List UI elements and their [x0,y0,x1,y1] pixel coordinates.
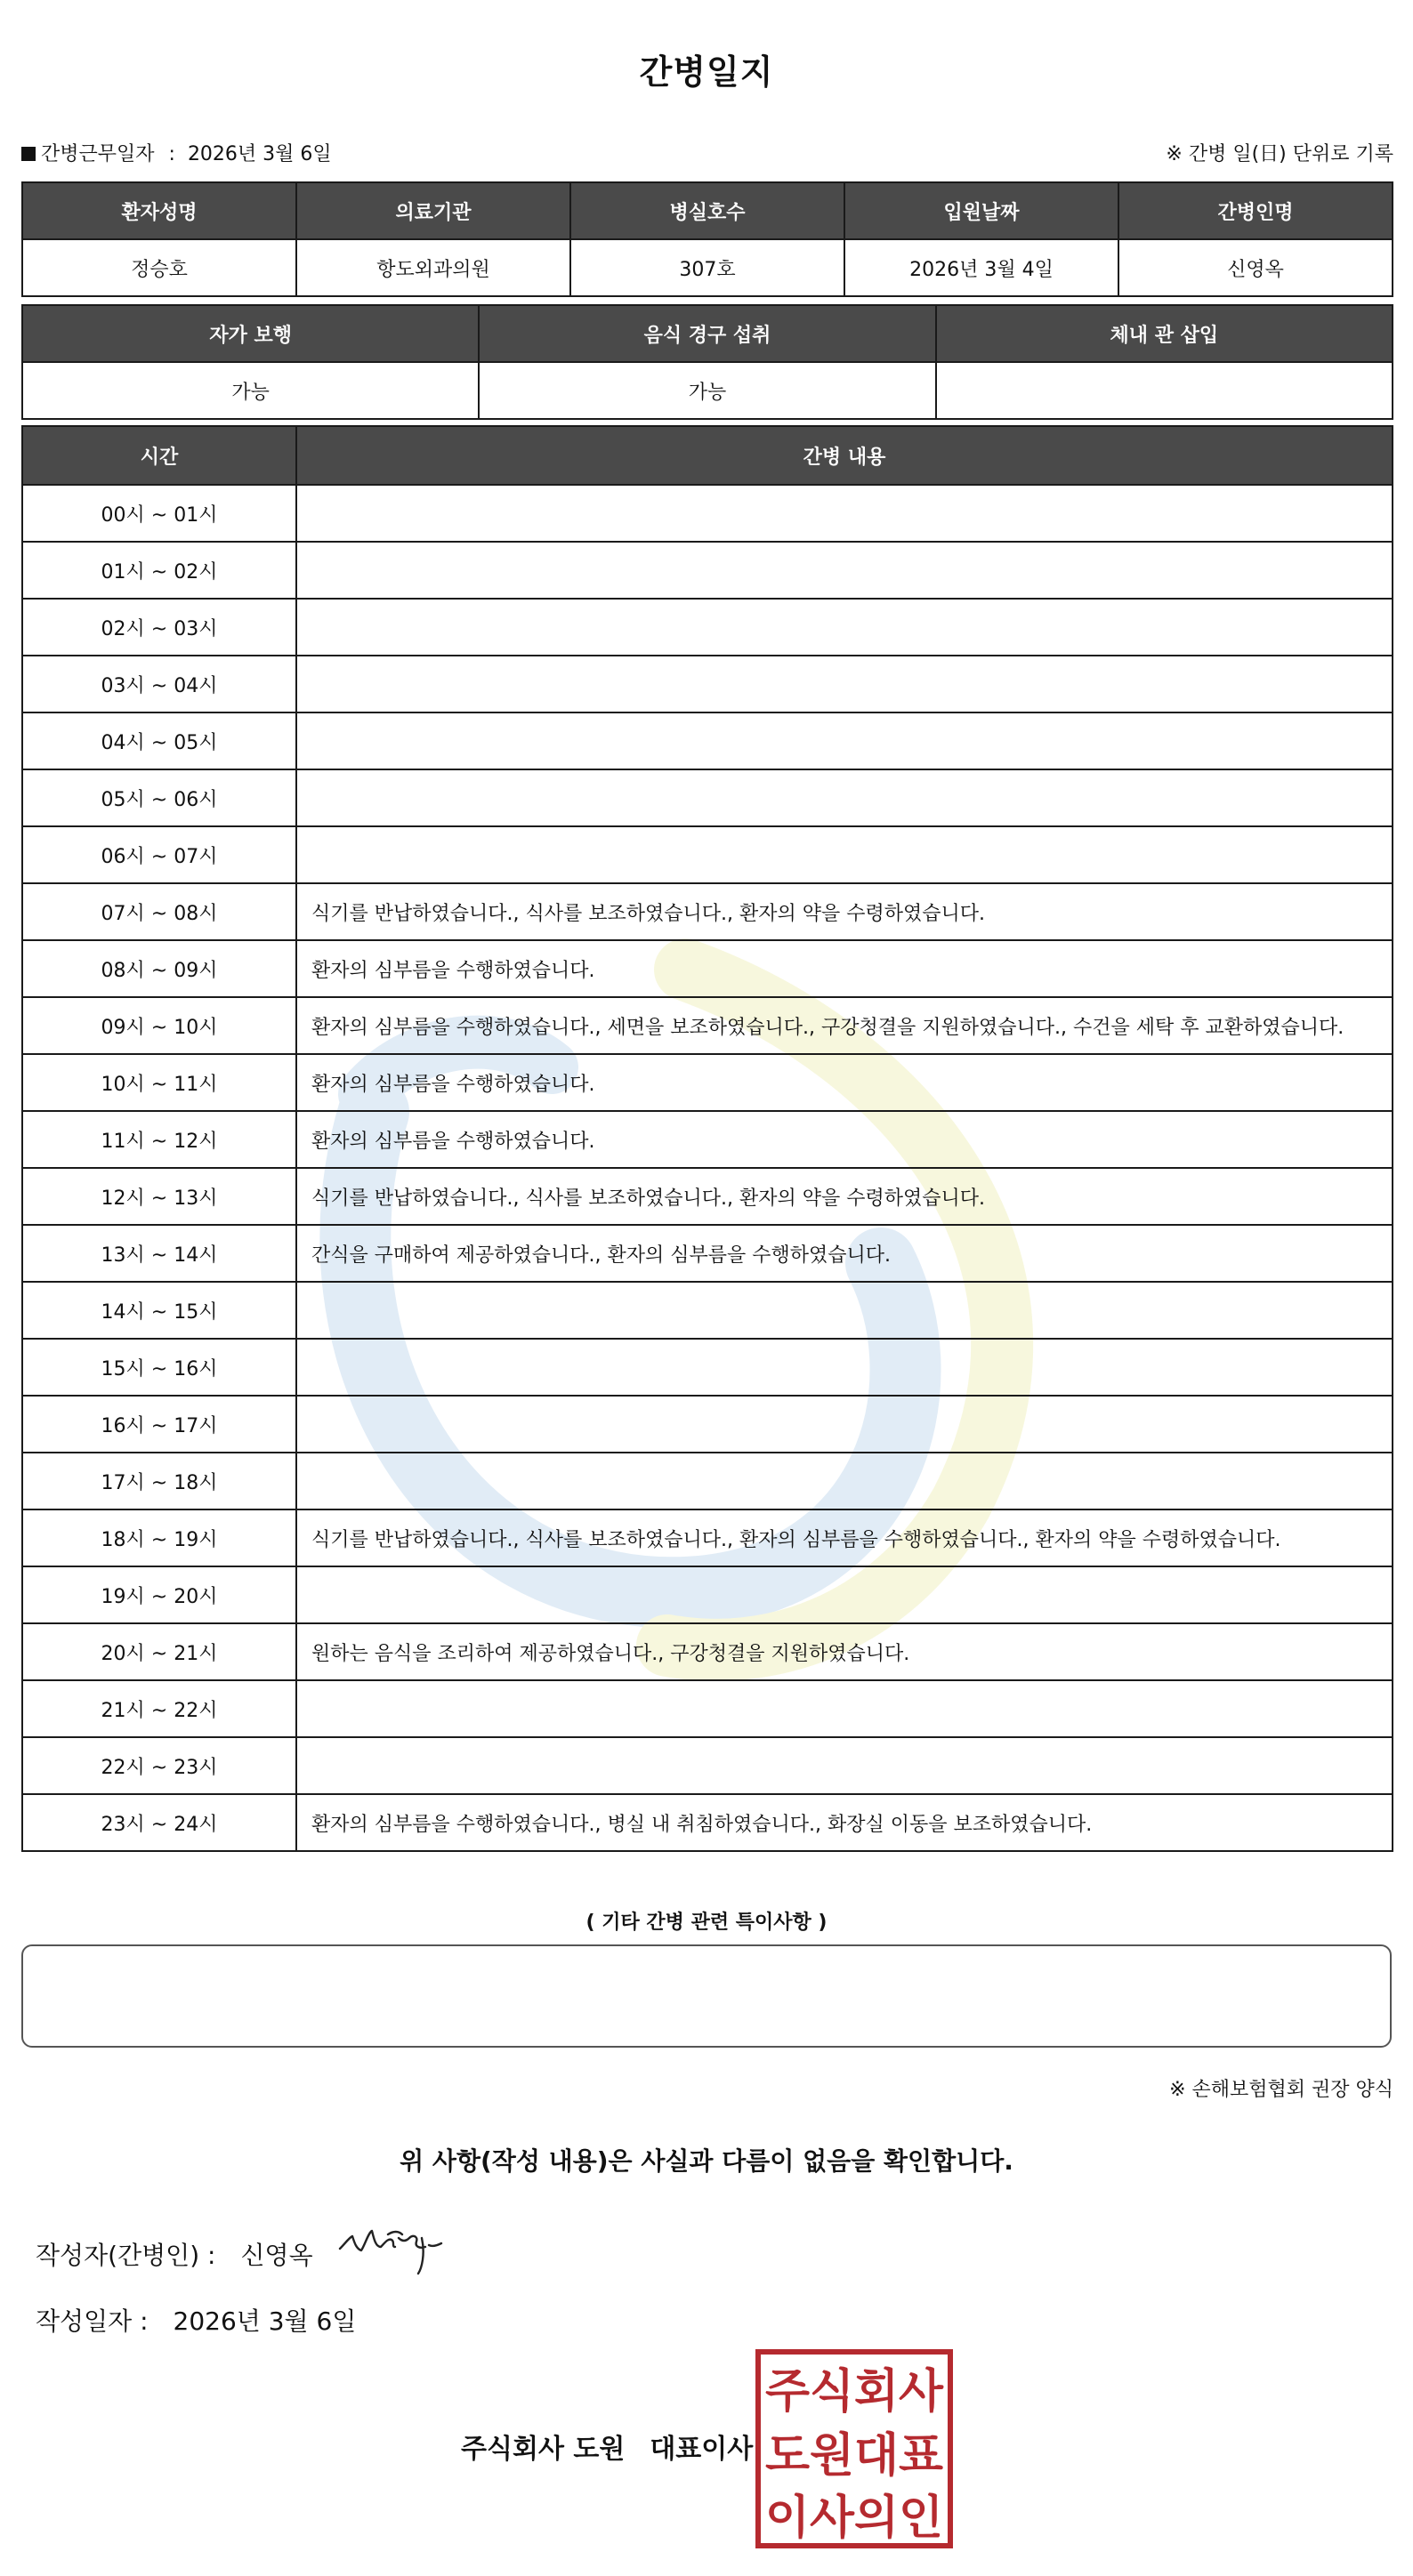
header-self-walking: 자가 보행 [22,305,479,362]
remarks-title: ( 기타 간병 관련 특이사항 ) [585,1912,828,1934]
work-date-separator: : [168,143,175,165]
care-log-time: 04시 ~ 05시 [22,712,296,769]
care-log-content: 환자의 심부름을 수행하였습니다., 병실 내 취침하였습니다., 화장실 이동을 보조하였습니다. [296,1794,1393,1851]
header-tube-insertion: 체내 관 삽입 [936,305,1393,362]
care-log-row [22,997,1393,1054]
square-bullet-icon [21,147,36,161]
self-walking-value: 가능 [22,362,479,419]
care-log-row [22,599,1393,656]
tube-insertion-value [936,362,1393,419]
work-date-line [21,139,332,166]
care-log-time: 00시 ~ 01시 [22,485,296,542]
care-log-content: 환자의 심부름을 수행하였습니다., 세면을 보조하였습니다., 구강청결을 지원하였습니다., 수건을 세탁 후 교환하였습니다. [296,997,1393,1054]
company-ceo-title: 대표이사 [650,2434,754,2465]
care-log-time: 21시 ~ 22시 [22,1680,296,1737]
care-log-content: 간식을 구매하여 제공하였습니다., 환자의 심부름을 수행하였습니다. [296,1225,1393,1282]
care-log-time: 01시 ~ 02시 [22,542,296,599]
written-date-value: 2026년 3월 6일 [173,2306,357,2336]
hospital-value: 항도외과의원 [296,239,570,296]
care-log-content [296,1396,1393,1453]
care-log-content [296,1737,1393,1794]
care-log-content [296,542,1393,599]
document-title: 간병일지 [639,52,774,92]
form-source-note: ※ 손해보험협회 권장 양식 [1169,2079,1393,2101]
care-log-row [22,769,1393,826]
care-log-time: 23시 ~ 24시 [22,1794,296,1851]
care-log-row [22,883,1393,940]
care-log-time: 18시 ~ 19시 [22,1509,296,1566]
company-name: 주식회사 도원 [461,2434,626,2465]
header-caregiver-name: 간병인명 [1118,182,1393,239]
care-log-time: 17시 ~ 18시 [22,1453,296,1509]
care-log-row [22,1794,1393,1851]
writer-name: 신영옥 [240,2241,313,2270]
care-log-row [22,712,1393,769]
handwritten-signature [333,2211,466,2282]
care-log-row [22,485,1393,542]
care-log-time: 02시 ~ 03시 [22,599,296,656]
care-log-row [22,1282,1393,1339]
care-log-time: 15시 ~ 16시 [22,1339,296,1396]
care-log-content: 식기를 반납하였습니다., 식사를 보조하였습니다., 환자의 약을 수령하였습니다. [296,1168,1393,1225]
company-seal-stamp [755,2348,954,2549]
seal-line-1: 주식회사 [765,2365,944,2419]
care-log-content [296,656,1393,712]
written-date-line [36,2302,356,2338]
hourly-care-log-table [21,425,1393,1852]
care-log-row [22,1566,1393,1623]
record-unit-note: ※ 간병 일(日) 단위로 기록 [1166,143,1393,165]
seal-line-3: 이사의인 [765,2491,943,2545]
care-log-row [22,1453,1393,1509]
care-log-content [296,1282,1393,1339]
patient-status-table [21,304,1393,420]
care-log-content [296,1339,1393,1396]
remarks-box [21,1944,1392,2048]
patient-status-value-row [22,362,1393,419]
header-patient-name: 환자성명 [22,182,296,239]
care-log-row [22,1396,1393,1453]
care-log-content: 환자의 심부름을 수행하였습니다. [296,1054,1393,1111]
work-date-label: 간병근무일자 [41,143,155,165]
care-log-row [22,1339,1393,1396]
admission-date-value: 2026년 3월 4일 [844,239,1118,296]
care-log-content [296,712,1393,769]
care-log-time: 08시 ~ 09시 [22,940,296,997]
care-log-time: 06시 ~ 07시 [22,826,296,883]
care-log-time: 11시 ~ 12시 [22,1111,296,1168]
care-log-row [22,1168,1393,1225]
care-log-content: 식기를 반납하였습니다., 식사를 보조하였습니다., 환자의 약을 수령하였습니다. [296,883,1393,940]
care-log-row [22,1054,1393,1111]
care-log-row [22,1680,1393,1737]
header-room-number: 병실호수 [570,182,844,239]
care-log-row [22,826,1393,883]
care-log-time: 12시 ~ 13시 [22,1168,296,1225]
care-log-content: 원하는 음식을 조리하여 제공하였습니다., 구강청결을 지원하였습니다. [296,1623,1393,1680]
header-hospital: 의료기관 [296,182,570,239]
care-log-content: 식기를 반납하였습니다., 식사를 보조하였습니다., 환자의 심부름을 수행하였습니다., 환자의 약을 수령하였습니다. [296,1509,1393,1566]
care-log-content [296,1453,1393,1509]
care-log-time: 16시 ~ 17시 [22,1396,296,1453]
seal-line-2: 도원대표 [765,2429,943,2483]
header-admission-date: 입원날짜 [844,182,1118,239]
care-log-body [22,485,1393,1851]
care-log-time: 07시 ~ 08시 [22,883,296,940]
care-log-content: 환자의 심부름을 수행하였습니다. [296,940,1393,997]
care-log-row [22,1737,1393,1794]
caregiver-name-value: 신영옥 [1118,239,1393,296]
writer-label: 작성자(간병인) : [36,2241,216,2270]
written-date-label: 작성일자 : [36,2306,149,2336]
care-log-content [296,1680,1393,1737]
care-log-row [22,656,1393,712]
patient-status-header-row [22,305,1393,362]
care-log-time: 22시 ~ 23시 [22,1737,296,1794]
care-log-row [22,1623,1393,1680]
care-log-content [296,769,1393,826]
care-log-row [22,940,1393,997]
care-log-time: 14시 ~ 15시 [22,1282,296,1339]
care-log-time: 19시 ~ 20시 [22,1566,296,1623]
care-log-time: 13시 ~ 14시 [22,1225,296,1282]
care-log-time: 10시 ~ 11시 [22,1054,296,1111]
care-log-time: 09시 ~ 10시 [22,997,296,1054]
header-oral-intake: 음식 경구 섭취 [479,305,935,362]
care-log-content [296,1566,1393,1623]
care-log-row [22,1225,1393,1282]
care-log-content [296,485,1393,542]
patient-name-value: 정승호 [22,239,296,296]
work-date-value: 2026년 3월 6일 [187,143,332,165]
care-log-content: 환자의 심부름을 수행하였습니다. [296,1111,1393,1168]
care-log-content [296,599,1393,656]
patient-info-header-row [22,182,1393,239]
care-log-row [22,1509,1393,1566]
care-log-time: 03시 ~ 04시 [22,656,296,712]
care-log-row [22,542,1393,599]
care-log-header-row [22,426,1393,485]
care-log-time: 05시 ~ 06시 [22,769,296,826]
oral-intake-value: 가능 [479,362,935,419]
company-line [461,2427,753,2466]
patient-info-table [21,181,1393,297]
header-care-content: 간병 내용 [296,426,1393,485]
writer-line [36,2236,313,2272]
care-log-time: 20시 ~ 21시 [22,1623,296,1680]
room-number-value: 307호 [570,239,844,296]
patient-info-value-row [22,239,1393,296]
care-log-row [22,1111,1393,1168]
care-log-content [296,826,1393,883]
confirmation-statement: 위 사항(작성 내용)은 사실과 다름이 없음을 확인합니다. [400,2146,1013,2176]
header-time: 시간 [22,426,296,485]
